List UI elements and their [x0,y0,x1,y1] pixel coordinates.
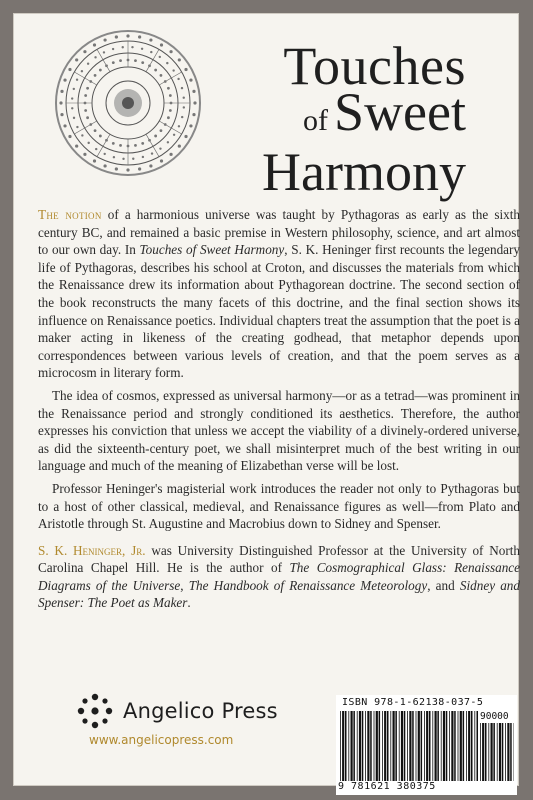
blurb-p1-text-a: of a harmonious universe was taught by Pythagoras as early as the sixth century BC, and remained a basic premise in Western philosophy, science, and art almost to our own day. In [38,207,520,258]
bio-sep-2: , and [427,577,460,593]
bio-end: . [187,595,191,611]
title-of: of [303,104,329,137]
blurb-lead: The notion [38,207,102,222]
bio-book-1: The Cosmographical Glass: Renaissance Diagrams of the Universe [38,560,520,593]
author-name: S. K. Heninger, Jr. [38,542,146,558]
barcode-number: 9 781621 380375 [338,781,436,792]
blurb-paragraph-1 [38,206,520,382]
barcode-addon-number: 90000 [480,711,509,722]
title-line-2 [206,82,466,149]
title-line-3: Harmony [262,142,466,202]
bio-sep-1: , [180,577,189,593]
isbn-barcode [336,695,517,795]
publisher-mark-icon [75,691,115,731]
barcode-main-bars [340,711,478,781]
title-line-1: Touches [283,36,466,96]
bio-book-3: Sidney and Spenser: The Poet as Maker [38,577,520,611]
blurb-paragraph-3: Professor Heninger's magisterial work introduces the reader not only to Pythagoras but to a host of other classical, medieval, and Renaissance figures as well—from Plato and Aristotle through St. Augustine and Macrobius down to Sidney and Spenser. [38,480,520,532]
publisher-logo [75,691,295,751]
cover-panel [13,13,520,792]
blurb-p1-text-b: , S. K. Heninger first recounts the legendary life of Pythagoras, describes his school at Croton, and discusses the materials from which the Renaissance drew its information about Pythagorean doctrine. The second section of the book reconstructs the many facets of this doctrine, and the final section shows its influence on Renaissance poetics. Individual chapters treat the assumption that the poet is a maker acting in likeness of the creating godhead, that metaphor depends upon correspondences between various levels of creation, and that the poem serves as a microcosm in literary form. [38,242,520,381]
blurb-paragraph-2: The idea of cosmos, expressed as universal harmony—or as a tetrad—was prominent in the Renaissance period and strongly conditioned its aesthetics. Therefore, the author expresses his conviction that unless we accept the viability of a divinely-ordered universe, as did the sixteenth-century poet, we shall misinterpret much of the best writing in our language and much of the meaning of Elizabethan verse will be lost. [38,387,520,474]
publisher-name: Angelico Press [123,699,278,723]
bio-book-2: The Handbook of Renaissance Meteorology [188,577,428,593]
author-bio [38,542,520,612]
title-sweet: Sweet [334,82,466,142]
blurb-text [38,206,520,617]
blurb-book-title: Touches of Sweet Harmony [139,242,285,258]
barcode-addon-bars [480,723,514,781]
publisher-url[interactable]: www.angelicopress.com [89,733,234,747]
book-title [206,36,466,202]
bio-text-a: was University Distinguished Professor at the University of North Carolina Chapel Hill. He is the author of [38,542,520,576]
isbn-label: ISBN 978-1-62138-037-5 [342,697,484,708]
zodiac-wheel-illustration [53,28,203,178]
